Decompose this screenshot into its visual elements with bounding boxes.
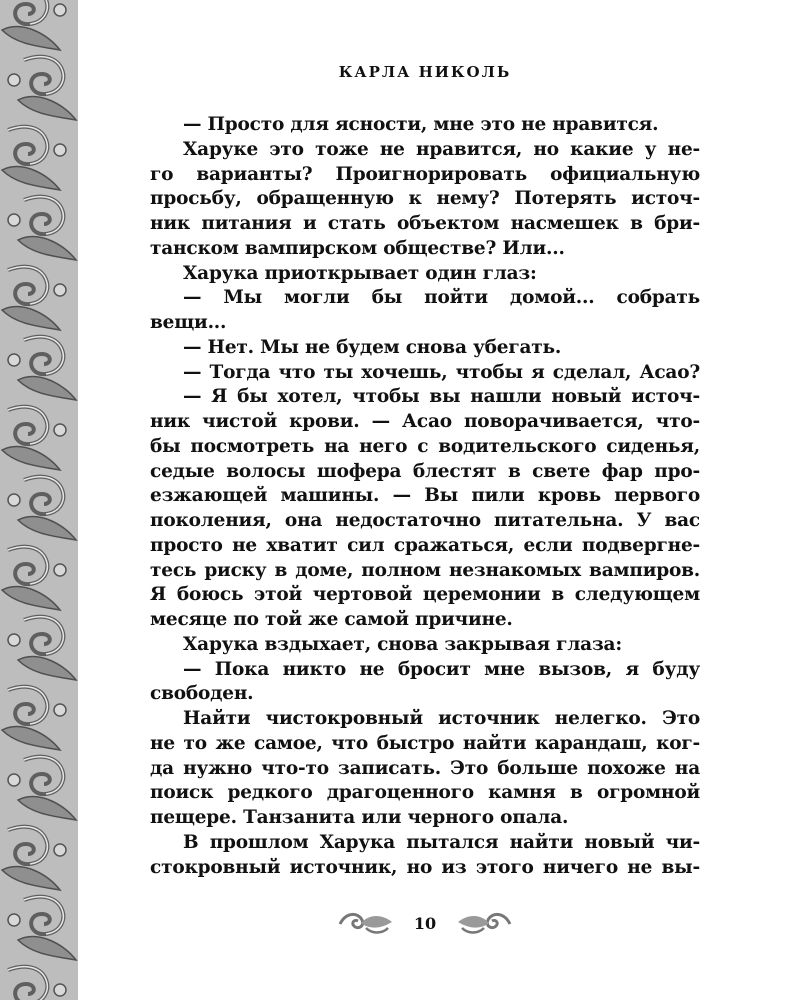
baroque-scroll-ornament xyxy=(0,0,78,1000)
text-line: пещере. Танзанита или черного опала. xyxy=(150,807,569,828)
text-line: Я боюсь этой чертовой церемонии в следующем xyxy=(150,584,700,606)
text-line: тесь риску в доме, полном незнакомых вампиров. xyxy=(150,559,700,581)
text-line: го варианты? Проигнорировать официальную xyxy=(150,163,700,185)
text-line: свободен. xyxy=(150,683,254,705)
text-line: — Пока никто не бросит мне вызов, я буду xyxy=(183,658,700,680)
text-line: просьбу, обращенную к нему? Потерять источ- xyxy=(150,188,700,210)
text-line: В прошлом Харука пытался найти новый чи- xyxy=(183,831,700,853)
right-flourish-icon xyxy=(454,908,514,938)
text-line: бы посмотреть на него с водительского сиденья, xyxy=(150,435,700,457)
text-line: Харуке это тоже не нравится, но какие у не- xyxy=(183,138,700,160)
text-line: ник питания и стать объектом насмешек в бри- xyxy=(150,213,700,234)
text-line: просто не хватит сил сражаться, если подвергне- xyxy=(150,534,700,556)
text-line: месяце по той же самой причине. xyxy=(150,609,513,630)
text-line: поиск редкого драгоценного камня в огромной xyxy=(150,782,700,804)
page-number: 10 xyxy=(413,913,437,933)
text-line: ник чистой крови. — Асао поворачивается, что- xyxy=(150,411,700,432)
text-line: — Я бы хотел, чтобы вы нашли новый источ- xyxy=(183,386,700,408)
text-line: — Нет. Мы не будем снова убегать. xyxy=(183,336,562,358)
text-line: седые волосы шофера блестят в свете фар про- xyxy=(150,460,700,482)
text-line: — Мы могли бы пойти домой... собрать xyxy=(183,287,700,309)
text-line: поколения, она недостаточно питательна. У вас xyxy=(150,510,700,531)
text-line: Харука приоткрывает один глаз: xyxy=(183,262,537,284)
text-line: стокровный источник, но из этого ничего не вы- xyxy=(150,856,700,878)
ornamental-border xyxy=(0,0,78,1000)
left-flourish-icon xyxy=(336,908,396,938)
text-line: — Тогда что ты хочешь, чтобы я сделал, Асао? xyxy=(183,361,700,383)
text-line: Найти чистокровный источник нелегко. Это xyxy=(183,708,700,729)
text-line: не то же самое, что быстро найти карандаш, ког- xyxy=(150,732,700,754)
page-footer xyxy=(300,905,550,941)
text-line: Харука вздыхает, снова закрывая глаза: xyxy=(183,633,622,655)
text-line: — Просто для ясности, мне это не нравится. xyxy=(183,114,659,135)
body-text xyxy=(150,113,700,880)
text-line: езжающей машины. — Вы пили кровь первого xyxy=(150,485,700,507)
text-line: танском вампирском обществе? Или... xyxy=(150,237,565,259)
text-line: вещи... xyxy=(150,312,227,333)
text-line: да нужно что-то записать. Это больше похоже на xyxy=(150,757,700,779)
running-head: КАРЛА НИКОЛЬ xyxy=(338,63,512,81)
